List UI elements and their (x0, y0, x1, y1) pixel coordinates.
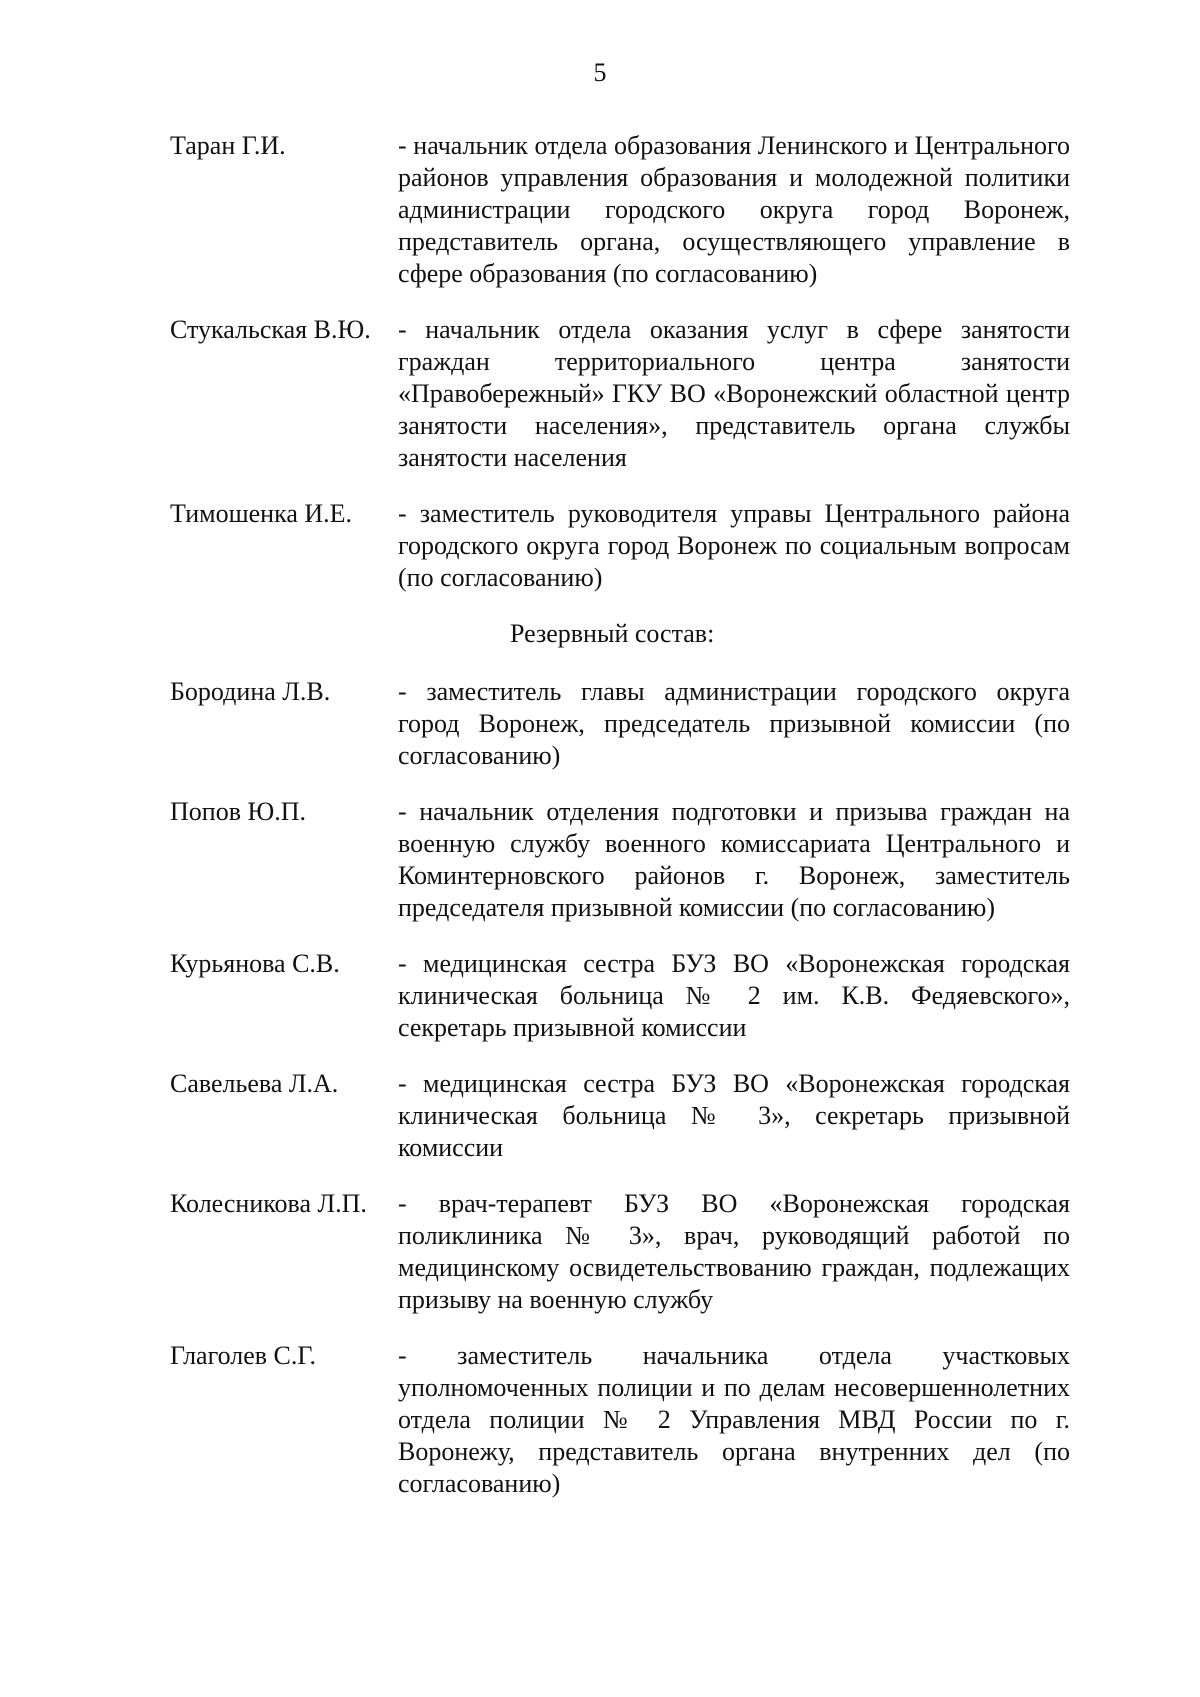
member-name: Курьянова С.В. (170, 949, 340, 978)
member-name: Глаголев С.Г. (170, 1341, 316, 1370)
page-number: 5 (593, 58, 607, 87)
member-name: Колесникова Л.П. (170, 1189, 367, 1218)
member-description: - медицинская сестра БУЗ ВО «Воронежская городская клиническая больница № 2 им. К.В. Федяевского», секретарь призывной комиссии (398, 949, 1070, 1042)
member-entry (170, 130, 1070, 290)
member-description: - заместитель начальника отдела участковых уполномоченных полиции и по делам несовершеннолетних отдела полиции № 2 Управления МВД России по г. Воронежу, представитель органа внутренних дел (по согласованию) (398, 1341, 1070, 1498)
member-name: Савельева Л.А. (170, 1069, 339, 1098)
member-description: - начальник отдела оказания услуг в сфере занятости граждан территориального центра занятости «Правобережный» ГКУ ВО «Воронежский областной центр занятости населения», представитель органа службы занятости населения (398, 315, 1070, 472)
reserve-member-entry (170, 676, 1070, 772)
member-entry (170, 314, 1070, 474)
member-name: Тимошенка И.Е. (170, 499, 353, 528)
reserve-member-entry (170, 1340, 1070, 1500)
member-entry (170, 498, 1070, 594)
reserve-member-entry (170, 796, 1070, 924)
commission-list (170, 130, 1070, 1524)
member-description: - начальник отделения подготовки и призыва граждан на военную службу военного комиссариата Центрального и Коминтерновского районов г. Воронеж, заместитель председателя призывной комиссии (по согласованию) (398, 797, 1070, 922)
reserve-section-title: Резервный состав: (510, 619, 715, 648)
member-name: Стукальская В.Ю. (170, 315, 371, 344)
member-name: Таран Г.И. (170, 131, 286, 160)
member-description: - начальник отдела образования Ленинского и Центрального районов управления образования и молодежной политики администрации городского округа город Воронеж, представитель органа, осуществляющего управление в сфере образования (по согласованию) (398, 131, 1070, 288)
member-name: Попов Ю.П. (170, 797, 306, 826)
member-description: - медицинская сестра БУЗ ВО «Воронежская городская клиническая больница № 3», секретарь призывной комиссии (398, 1069, 1070, 1162)
reserve-member-entry (170, 1188, 1070, 1316)
member-description: - заместитель главы администрации городского округа город Воронеж, председатель призывной комиссии (по согласованию) (398, 677, 1070, 770)
member-description: - заместитель руководителя управы Центрального района городского округа город Воронеж по социальным вопросам (по согласованию) (398, 499, 1070, 592)
reserve-member-entry (170, 1068, 1070, 1164)
member-name: Бородина Л.В. (170, 677, 331, 706)
reserve-member-entry (170, 948, 1070, 1044)
member-description: - врач-терапевт БУЗ ВО «Воронежская городская поликлиника № 3», врач, руководящий работой по медицинскому освидетельствованию граждан, подлежащих призыву на военную службу (398, 1189, 1070, 1314)
